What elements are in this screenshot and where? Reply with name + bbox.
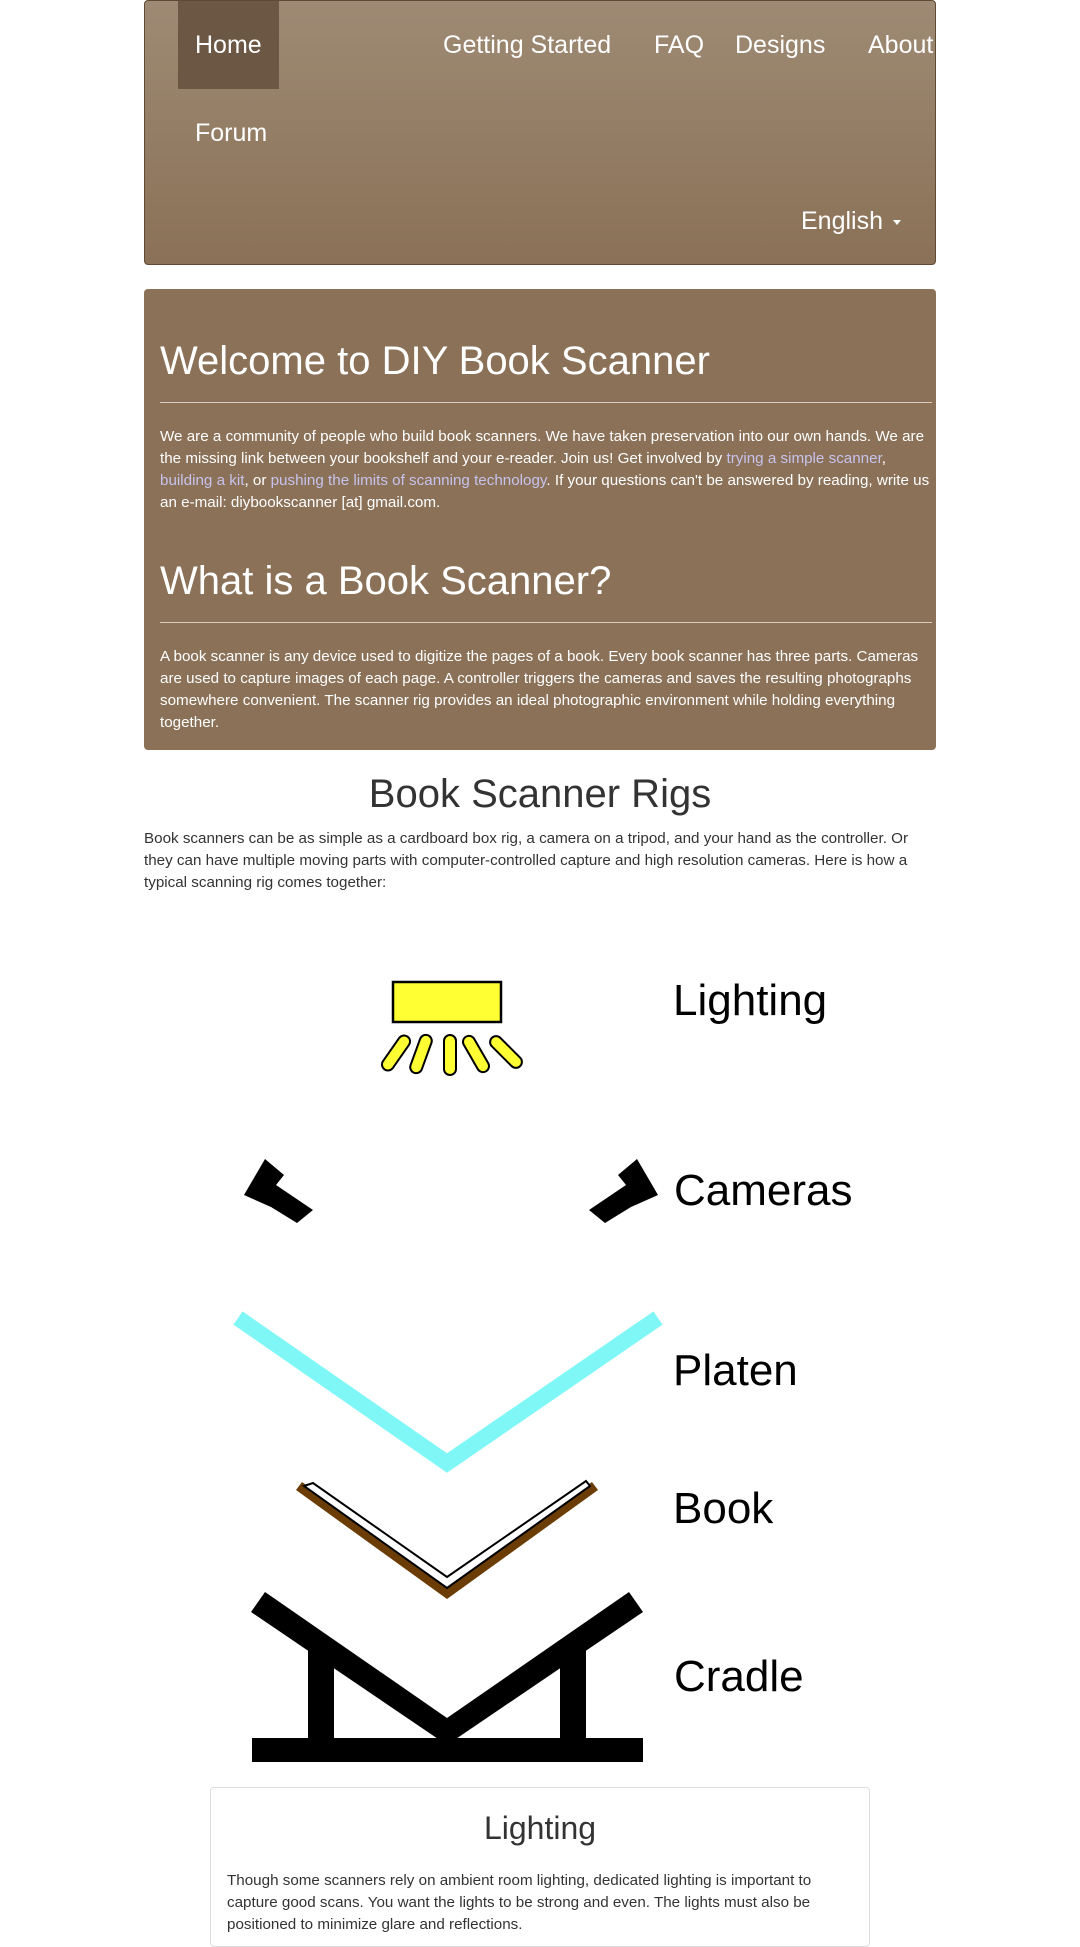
nav-forum[interactable]: Forum (195, 119, 268, 147)
lighting-illustration (380, 982, 525, 1075)
welcome-sep-2: , or (244, 472, 271, 489)
platen-illustration (238, 1318, 658, 1463)
rigs-title: Book Scanner Rigs (368, 772, 712, 816)
what-text: A book scanner is any device used to digitize the pages of a book. Every book scanner has three parts. Cameras are used to capture images of each page. A controller triggers the cameras and saves the resulting photographs somewhere convenient. The scanner rig provides an ideal photographic environment while holding everything together. (160, 648, 919, 731)
nav-getting-started[interactable]: Getting Started (443, 31, 612, 59)
cameras-label: Cameras (674, 1166, 853, 1215)
cradle-illustration (251, 1592, 643, 1762)
lighting-label: Lighting (673, 976, 828, 1025)
lighting-card-text: Though some scanners rely on ambient room lighting, dedicated lighting is important to capture good scans. You want the lights to be strong and even. The lights must also be positioned to minimize glare and reflections. (227, 1872, 812, 1933)
right-camera (589, 1159, 658, 1223)
rigs-text: Book scanners can be as simple as a cardboard box rig, a camera on a tripod, and your hand as the controller. Or they can have multiple moving parts with computer-controlled capture and high resolution cameras. Here is how a typical scanning rig comes together: (144, 830, 909, 891)
building-kit-link[interactable]: building a kit (160, 472, 245, 489)
scanning-technology-link[interactable]: pushing the limits of scanning technology (270, 472, 547, 489)
simple-scanner-link[interactable]: trying a simple scanner (726, 450, 882, 467)
what-title: What is a Book Scanner? (160, 559, 612, 603)
language-label: English (801, 207, 883, 235)
welcome-text-start: We are a community of people who build book scanners. We have taken preservation into our own hands. We are the missing link between your bookshelf and your e-reader. Join us! Get involved by (160, 428, 925, 467)
book-label: Book (673, 1484, 774, 1533)
book-pages (304, 1481, 590, 1588)
nav-home[interactable]: Home (178, 1, 279, 89)
nav-designs[interactable]: Designs (735, 31, 826, 59)
platen-label: Platen (673, 1346, 798, 1395)
left-camera (244, 1159, 313, 1223)
nav-faq[interactable]: FAQ (654, 31, 705, 59)
welcome-title: Welcome to DIY Book Scanner (160, 339, 710, 383)
book-illustration (296, 1481, 598, 1599)
lighting-card-title: Lighting (483, 1810, 597, 1846)
welcome-sep-1: , (881, 450, 887, 467)
cameras-illustration (244, 1159, 658, 1223)
lighting-card (210, 1787, 870, 1947)
welcome-text-end: . If your questions can't be answered by reading, write us an e-mail: diybookscanner [at] gmail.com. (160, 472, 930, 511)
nav-about-us[interactable]: About Us (868, 31, 971, 59)
cradle-label: Cradle (674, 1652, 804, 1701)
